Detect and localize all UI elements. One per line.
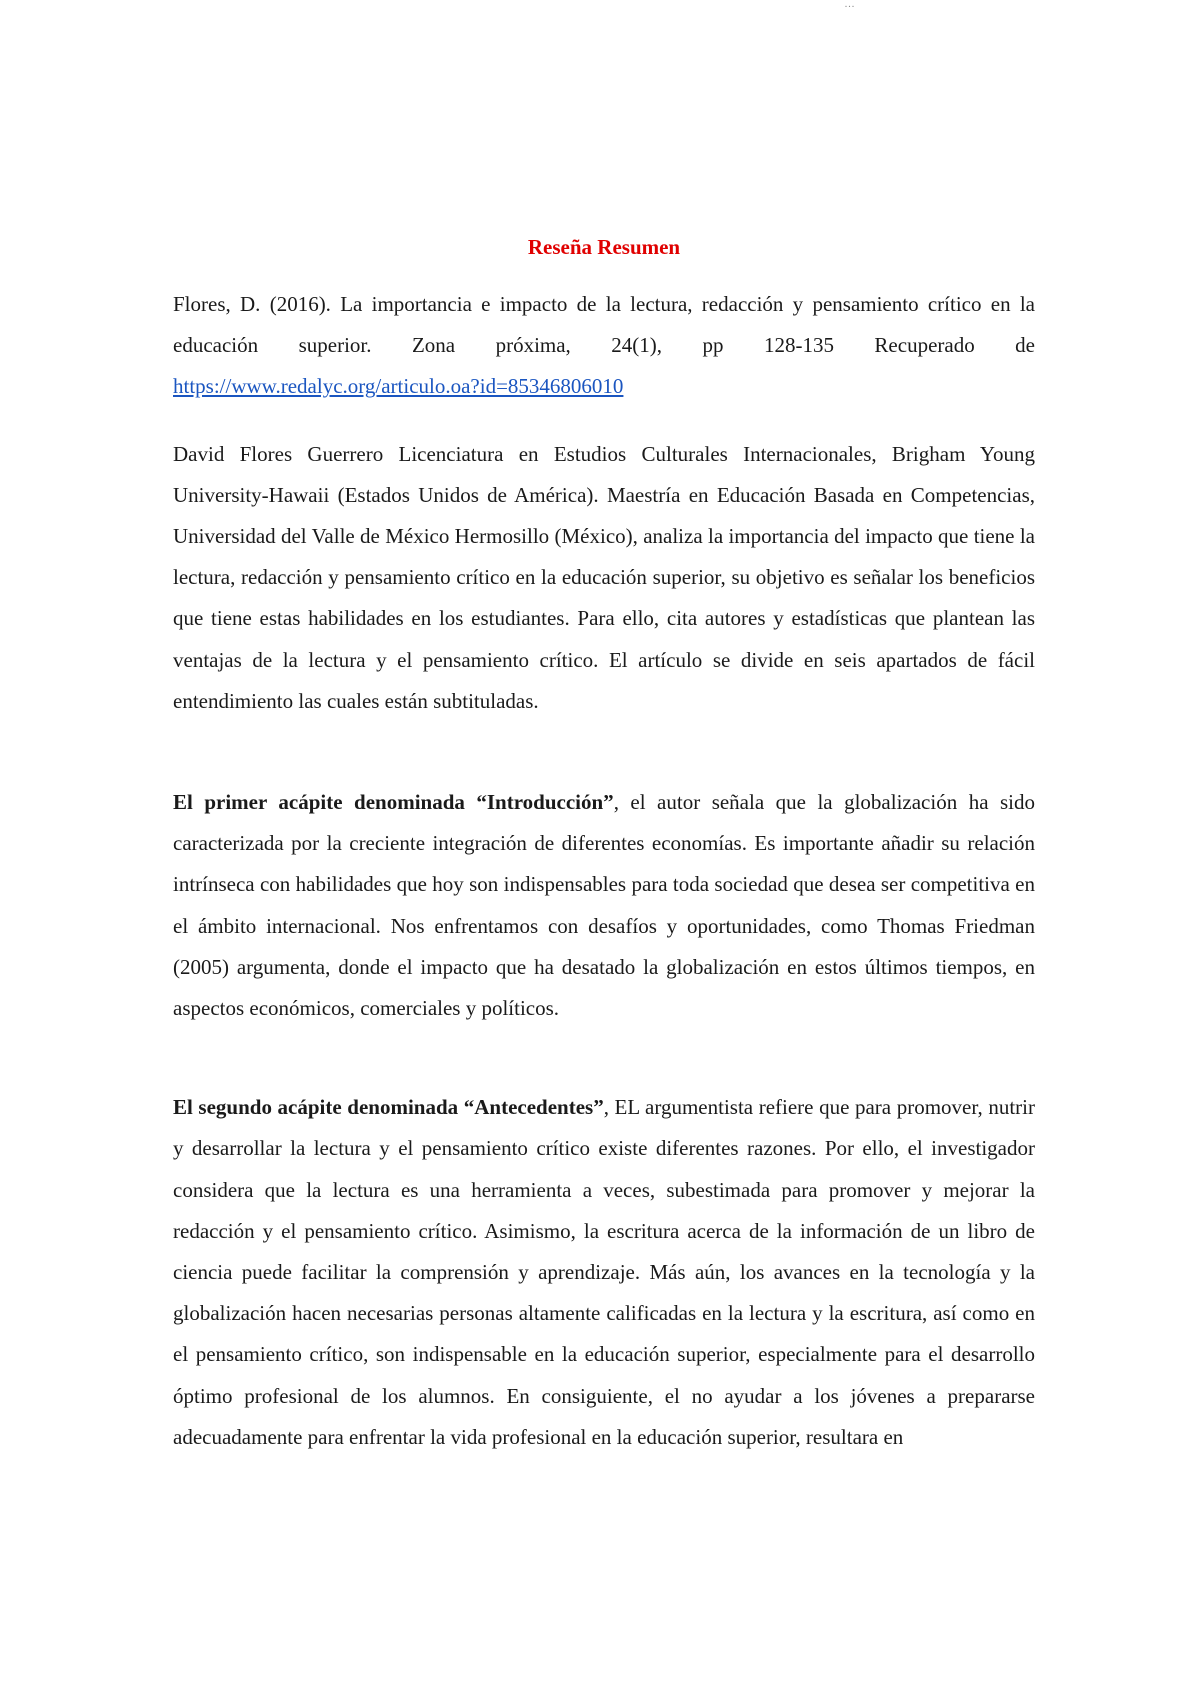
- citation-link[interactable]: https://www.redalyc.org/articulo.oa?id=85346806010: [173, 374, 624, 399]
- document-title: Reseña Resumen: [527, 235, 681, 259]
- section-body-antecedentes: , EL argumentista refiere que para promover, nutrir y desarrollar la lectura y el pensamiento crítico existe diferentes razones. Por ello, el investigador considera que la lectura es una herramienta a veces, subestimada para promover y mejorar la redacción y el pensamiento crítico. Asimismo, la escritura acerca de la información de un libro de ciencia puede facilitar la comprensión y aprendizaje. Más aún, los avances en la tecnología y la globalización hacen necesarias personas altamente calificadas en la lectura y la escritura, así como en el pensamiento crítico, son indispensable en la educación superior, especialmente para el desarrollo óptimo profesional de los alumnos. En consiguiente, el no ayudar a los jóvenes a prepararse adecuadamente para enfrentar la vida profesional en la educación superior, resultara en: [173, 1095, 1035, 1449]
- citation-paragraph: [173, 284, 1035, 408]
- section-introduccion: [173, 782, 1035, 1029]
- header-mark: ...: [844, 0, 856, 10]
- document-body: [173, 226, 1035, 1516]
- citation-text: Flores, D. (2016). La importancia e impacto de la lectura, redacción y pensamiento crítico en la educación superior. Zona próxima, 24(1), pp 128-135 Recuperado de: [173, 292, 1035, 358]
- section-antecedentes: [173, 1087, 1035, 1458]
- summary-paragraph: David Flores Guerrero Licenciatura en Estudios Culturales Internacionales, Brigham Young University-Hawaii (Estados Unidos de América). Maestría en Educación Basada en Competencias, Universidad del Valle de México Hermosillo (México), analiza la importancia del impacto que tiene la lectura, redacción y pensamiento crítico en la educación superior, su objetivo es señalar los beneficios que tiene estas habilidades en los estudiantes. Para ello, cita autores y estadísticas que plantean las ventajas de la lectura y el pensamiento crítico. El artículo se divide en seis apartados de fácil entendimiento las cuales están subtituladas.: [173, 441, 1035, 713]
- section-heading-introduccion: El primer acápite denominada “Introducción”: [173, 790, 614, 815]
- section-heading-antecedentes: El segundo acápite denominada “Antecedentes”: [173, 1095, 604, 1120]
- section-body-introduccion: , el autor señala que la globalización ha sido caracterizada por la creciente integración de diferentes economías. Es importante añadir su relación intrínseca con habilidades que hoy son indispensables para toda sociedad que desea ser competitiva en el ámbito internacional. Nos enfrentamos con desafíos y oportunidades, como Thomas Friedman (2005) argumenta, donde el impacto que ha desatado la globalización en estos últimos tiempos, en aspectos económicos, comerciales y políticos.: [173, 790, 1035, 1021]
